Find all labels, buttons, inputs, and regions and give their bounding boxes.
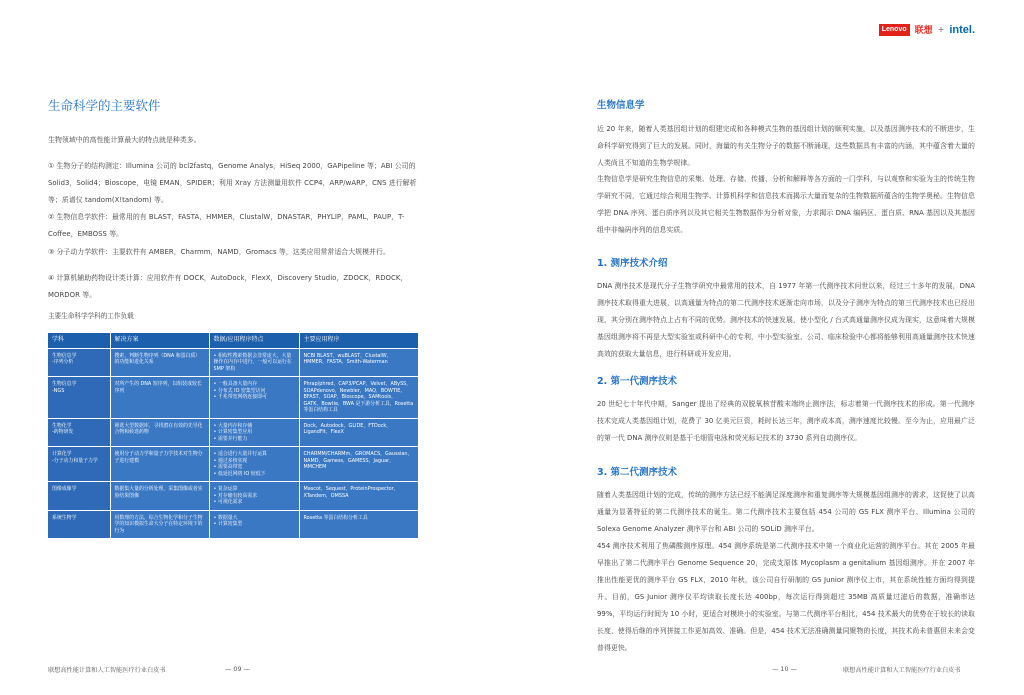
intel-logo: intel. <box>949 23 975 36</box>
table-cell <box>209 418 299 447</box>
left-page <box>48 0 428 695</box>
item-4: ④ 计算机辅助药物设计类计算：应用软件有 DOCK，AutoDock，FlexX，Discovery Studio，ZDOCK，RDOCK，MORDOR 等。 <box>48 274 408 299</box>
workload-table <box>48 333 419 538</box>
table-header: 主要应用程序 <box>299 333 418 348</box>
table-cell <box>209 447 299 482</box>
section-title: 生物信息学 <box>597 100 645 111</box>
table-row <box>48 377 418 419</box>
left-footer: 联想高性能计算和人工智能医疗行业白皮书 <box>48 667 166 674</box>
table-cell: 生物化学 -药物研发 <box>48 418 110 447</box>
feature-item: • 可视化需求 <box>214 499 295 506</box>
table-row <box>48 447 418 482</box>
item-2: ② 生物信息学软件：最常用的有 BLAST，FASTA，HMMER，ClustalW，DNASTAR，PHYLIP，PAML，PAUP，T-Coffee，EMBOSS 等。 <box>48 213 405 238</box>
page-title: 生命科学的主要软件 <box>48 98 161 113</box>
section-heading-3: 3. 第二代测序技术 <box>597 467 678 478</box>
table-cell: NCBI BLAST，wuBLAST，ClustalW，HMMER，FASTA，Smith-Waterman <box>299 348 418 377</box>
table-row <box>48 418 418 447</box>
feature-list <box>214 381 295 401</box>
table-cell: Mascot，Sequest，ProteinProspector，XTandem，OMSSA <box>299 482 418 511</box>
table-cell <box>209 377 299 419</box>
paragraph-3: DNA 测序技术是现代分子生物学研究中最常用的技术，自 1977 年第一代测序技术问世以来，经过三十多年的发展，DNA 测序技术取得重大进展，以高通量为特点的第二代测序技术逐渐走向市场，以及分子测序为特点的第三代测序技术也已经出现，其分别在测序特点上占有不同的优势。测序技术的快速发展，使小型化 / 台式高通量测序仪成为现实，这意味着大规模基因组测序将不再是大型实验室或科研中心的专利，中小型实验室、公司、临床检验中心都将能够利用高通量测序技术快速高效的获取大量信息，进行科研或开发应用。 <box>597 282 975 358</box>
item-1: ① 生物分子的结构测定：Illumina 公司的 bcl2fastq，Genome Analys，HiSeq 2000，GAPipeline 等；ABI 公司的 Solid3，Solid4；Bioscope，电镜 EMAN，SPIDER；利用 Xray 方法测量用软件 CCP4，ARP/wARP，CNS 进行解析等；质谱仪 tandom(X!tandom) 等。 <box>48 162 417 204</box>
feature-list <box>214 423 295 443</box>
table-row <box>48 348 418 377</box>
table-cell: 用数理的方法，综合生物化学和分子生物学的知识模拟生命大分子在特定环境下的行为 <box>110 510 209 538</box>
table-cell: 对所产生的 DNA 短序列，以组装成较长序列 <box>110 377 209 419</box>
table-cell <box>209 510 299 538</box>
table-cell: 搜索，判断生物序列（DNA 和蛋白质）的功能和进化关系 <box>110 348 209 377</box>
feature-list <box>214 353 295 373</box>
table-cell: Rosetta 等蛋白结构分析工具 <box>299 510 418 538</box>
lenovo-logo: Lenovo <box>879 24 910 36</box>
feature-list <box>214 515 295 528</box>
feature-item: • 需要并行能力 <box>214 436 295 443</box>
table-cell: Phrap/phred，CAP3/PCAP，Velvet，ABySS，SOAPdenovo，Newbler，MAQ，BOWTIE，BFAST，SOAP，Bioscope，SAMtools，GATK，Bowtie，BWA 是下游分析工具，Rosetta 等蛋白结构工具 <box>299 377 418 419</box>
feature-item: • 计算密集型 <box>214 521 295 528</box>
table-cell: Dock，Autodock，GLIDE，FTDock，LigandFit，FlexX <box>299 418 418 447</box>
item-3: ③ 分子动力学软件：主要软件有 AMBER，Charmm，NAMD，Gromacs 等，这类应用常常适合大规模并行。 <box>48 248 390 256</box>
feature-item: • 千兆带宽网络连接即可 <box>214 394 295 401</box>
feature-item: • 适合进行大量并行运算 <box>214 451 295 458</box>
section-heading-2: 2. 第一代测序技术 <box>597 376 678 387</box>
right-page-number: — 10 — <box>772 665 797 673</box>
lenovo-cn-logo: 联想 <box>914 26 933 36</box>
table-cell: 生物信息学 -序列分析 <box>48 348 110 377</box>
table-header: 数据/应用程序特点 <box>209 333 299 348</box>
right-page <box>597 0 975 695</box>
table-cell: 数据集大量的分析处理，采集图像或者实验结果图像 <box>110 482 209 511</box>
paragraph-4: 20 世纪七十年代中期，Sanger 提出了经典的双脱氧核苷酸末端终止测序法，标志着第一代测序技术的形成。第一代测序技术完成人类基因组计划，花费了 30 亿美元巨资，耗时长达三年，测序成本高，测序速度比较慢。至今为止，应用最广泛的第一代 DNA 测序仪则是基于毛细管电泳和荧光标记技术的 3730 系列自动测序仪。 <box>597 400 975 442</box>
table-row <box>48 510 418 538</box>
plus-sign: + <box>937 25 945 34</box>
feature-item: • 复杂运算 <box>214 486 295 493</box>
table-header: 学科 <box>48 333 110 348</box>
paragraph-6: 454 测序技术利用了焦磷酸测序原理。454 测序系统是第二代测序技术中第一个商业化运营的测序平台。其在 2005 年最早推出了第二代测序平台 Genome Sequence 20，完成支原体 Mycoplasm a genitalium 基因组测序。并在 2007 年推出性能更优的测序平台 GS FLX，2010 年秋，该公司自行研制的 GS Junior 测序仪上市，其在系统性能方面均得到提升。目前，GS Junior 测序仪平均读取长度长达 400bp，每次运行得到超过 35MB 高质量过滤后的数据，准确率达 99%，平均运行时间为 10 小时，更适合对模块小的实验室。与第二代测序平台相比，454 技术最大的优势在于较长的读取长度，使得后继的序列拼接工作更加高效、准确。但是，454 技术无法准确测量同聚物的长度，其技术尚未普惠但未来会变普得更快。 <box>597 542 975 652</box>
table-cell: 生物信息学 -NGS <box>48 377 110 419</box>
feature-item: • 对存储有较高需求 <box>214 493 295 500</box>
feature-item: • 数据量大 <box>214 515 295 522</box>
left-page-number: — 09 — <box>225 665 250 673</box>
feature-item: • 通过多核实现 <box>214 458 295 465</box>
feature-list <box>214 486 295 506</box>
feature-item: • 低延迟网络 IO 较低下 <box>214 471 295 478</box>
table-cell <box>209 482 299 511</box>
feature-item: • 计算密集型应用 <box>214 429 295 436</box>
table-header-row <box>48 333 418 348</box>
intro-text: 生物领域中的高性能计算最大的特点就是种类多。 <box>48 136 201 144</box>
table-cell: 图像成像学 <box>48 482 110 511</box>
paragraph-1: 近 20 年来，随着人类基因组计划的组建完成和各种模式生物的基因组计划的顺利实施，以及基因测序技术的不断进步，生命科学研究得到了巨大的发展。同时，海量的有关生物分子的数据不断涌现，这些数据具有丰富的内涵，其中蕴含着大量的人类尚且不知道的生物学规律。 <box>597 125 975 167</box>
table-cell: CHARMM/CHARMm，GROMACS，Gaussian，NAMD，Gamess，GAMESS，Jaguar，MMCHEM <box>299 447 418 482</box>
right-footer: 联想高性能计算和人工智能医疗行业白皮书 <box>843 667 961 674</box>
feature-item: • 分布式 IO 密集型访问 <box>214 388 295 395</box>
table-cell: 系统生物学 <box>48 510 110 538</box>
table-cell <box>209 348 299 377</box>
paragraph-2: 生物信息学是研究生物信息的采集、处理、存储、传播、分析和解释等各方面的一门学科，与以观察和实验为主的传统生物学研究不同，它通过综合利用生物学、计算机科学和信息技术而揭示大量而复杂的生物数据所蕴含的生物学奥秘。生物信息学把 DNA 序列、蛋白质序列以及其它相关生物数据作为分析对象，力求揭示 DNA 编码区、蛋白质、RNA 基因以及其基因组中非编码序列的信息实质。 <box>597 175 975 234</box>
table-cell: 使用分子动力学和量子力学技术对生物分子进行建模 <box>110 447 209 482</box>
feature-list <box>214 451 295 477</box>
feature-item: • 需要高带宽 <box>214 464 295 471</box>
table-caption: 主要生命科学学科的工作负载 <box>48 312 134 320</box>
section-heading-1: 1. 测序技术介绍 <box>597 258 668 269</box>
feature-item: • 大量内存和存储 <box>214 423 295 430</box>
feature-item: • 一般具备大量内存 <box>214 381 295 388</box>
table-row <box>48 482 418 511</box>
feature-item: • 相似性搜索数据会非常庞大，大量操作在内存中进行，一般可以运行在SMP 架构 <box>214 353 295 373</box>
paragraph-5: 随着人类基因组计划的完成，传统的测序方法已经不能满足深度测序和重复测序等大规模基因组测序的需求，这促使了以高通量为显著特征的第二代测序技术的诞生。第二代测序技术主要包括 454 公司的 GS FLX 测序平台、Illumina 公司的 Solexa Genome Analyzer 测序平台和 ABI 公司的 SOLiD 测序平台。 <box>597 491 975 533</box>
table-header: 解决方案 <box>110 333 209 348</box>
table-cell: 计算化学 -分子动力和量子力学 <box>48 447 110 482</box>
table-cell: 筛选大型数据库，寻找潜在有效的先导化合物和候选药物 <box>110 418 209 447</box>
